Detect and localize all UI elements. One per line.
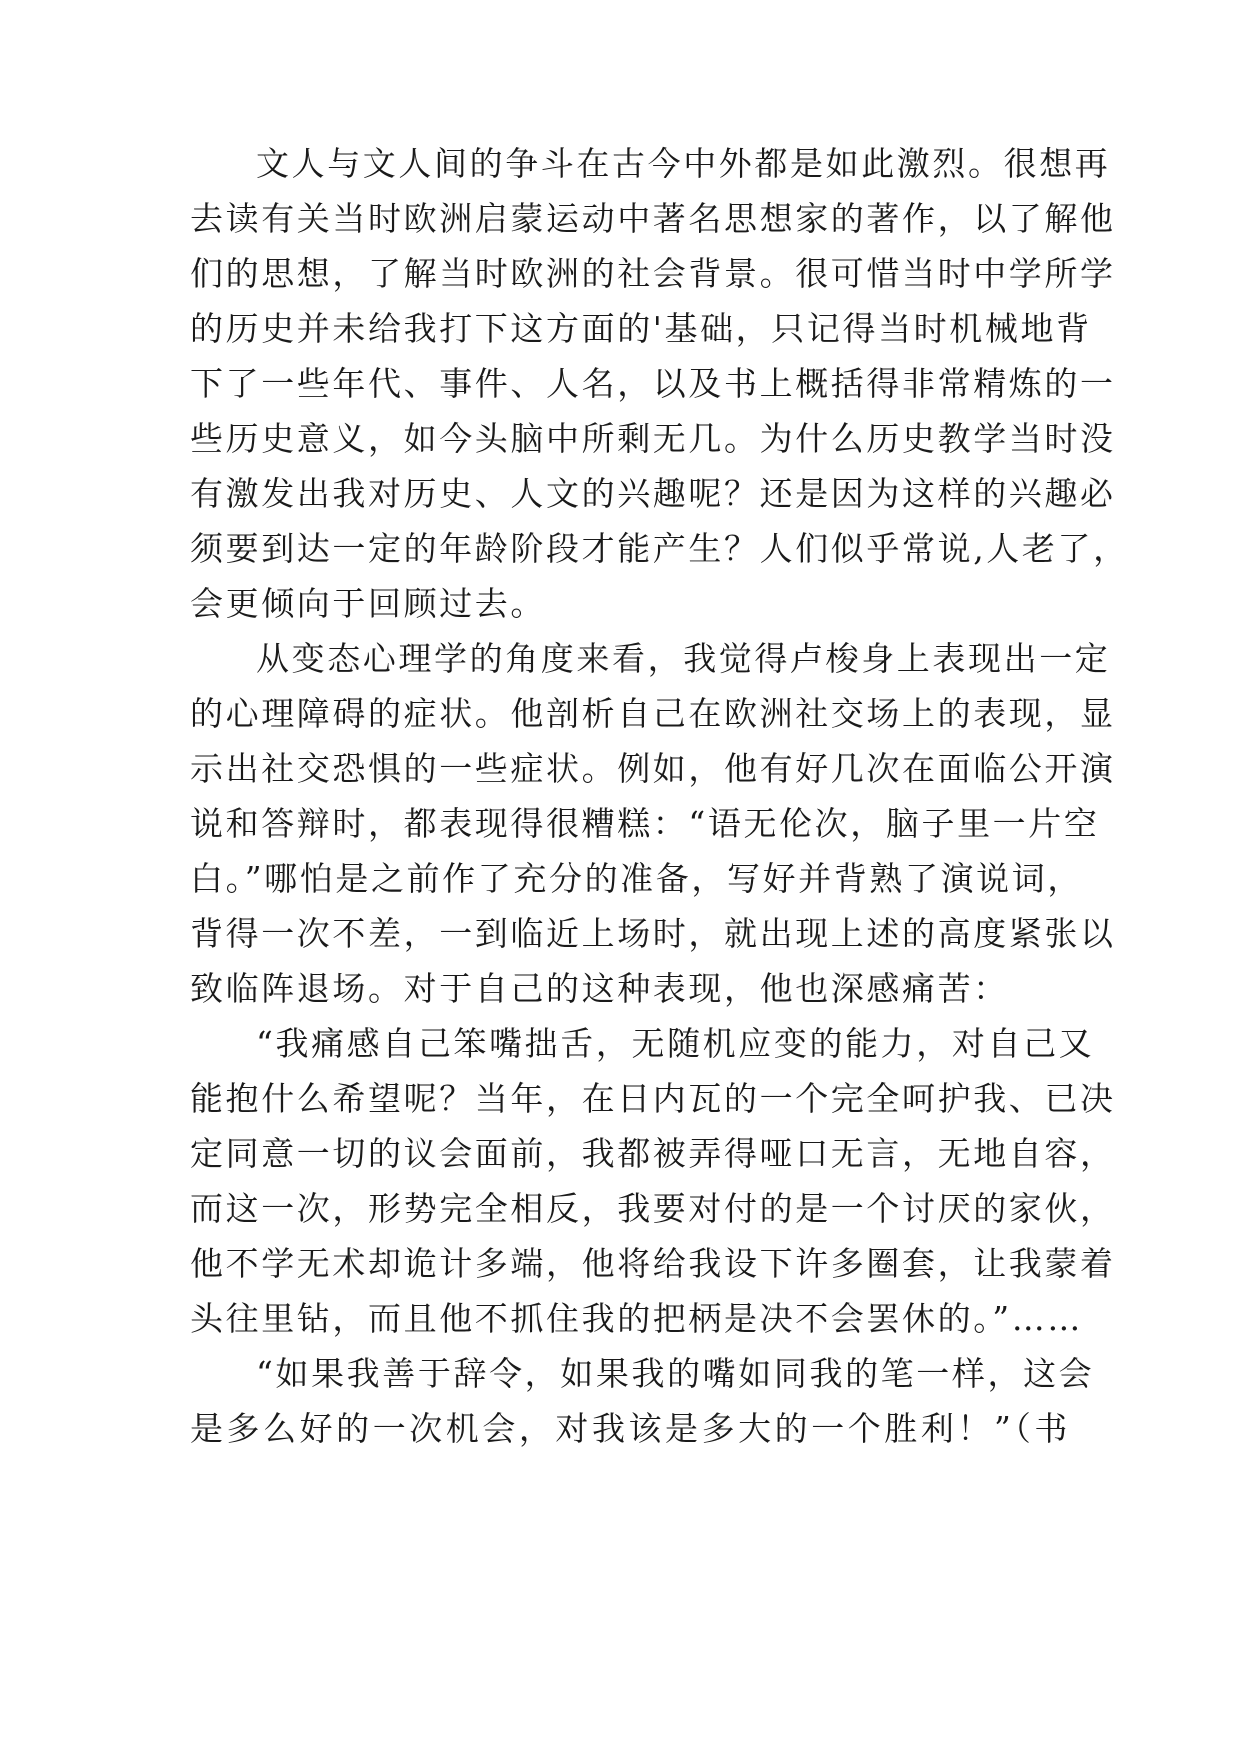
text-line: 头往里钻，而且他不抓住我的把柄是决不会罢休的。”…… [190, 1299, 1083, 1338]
text-line: 从变态心理学的角度来看，我觉得卢梭身上表现出一定 [256, 639, 1111, 678]
text-line: 文人与文人间的争斗在古今中外都是如此激烈。很想再 [256, 144, 1111, 183]
text-line: 们的思想，了解当时欧洲的社会背景。很可惜当时中学所学 [190, 254, 1116, 293]
text-line: “如果我善于辞令，如果我的嘴如同我的笔一样，这会 [256, 1354, 1095, 1393]
text-line: 些历史意义，如今头脑中所剩无几。为什么历史教学当时没 [190, 419, 1116, 458]
text-line: 说和答辩时，都表现得很糟糕：“语无伦次，脑子里一片空 [190, 804, 1100, 843]
text-line: 而这一次，形势完全相反，我要对付的是一个讨厌的家伙， [190, 1189, 1116, 1228]
text-line: “我痛感自己笨嘴拙舌，无随机应变的能力，对自己又 [256, 1024, 1095, 1063]
text-line: 有激发出我对历史、人文的兴趣呢？还是因为这样的兴趣必 [190, 474, 1116, 513]
text-line: 定同意一切的议会面前，我都被弄得哑口无言，无地自容， [190, 1134, 1116, 1173]
text-line: 能抱什么希望呢？当年，在日内瓦的一个完全呵护我、已决 [190, 1079, 1116, 1118]
text-line: 他不学无术却诡计多端，他将给我设下许多圈套，让我蒙着 [190, 1244, 1116, 1283]
text-line: 的心理障碍的症状。他剖析自己在欧洲社交场上的表现，显 [190, 694, 1116, 733]
text-line: 示出社交恐惧的一些症状。例如，他有好几次在面临公开演 [190, 749, 1116, 788]
text-line: 的历史并未给我打下这方面的'基础，只记得当时机械地背 [190, 309, 1092, 348]
text-line: 须要到达一定的年龄阶段才能产生？人们似乎常说,人老了， [190, 529, 1129, 568]
text-line: 背得一次不差，一到临近上场时，就出现上述的高度紧张以 [190, 914, 1116, 953]
text-line: 致临阵退场。对于自己的这种表现，他也深感痛苦： [190, 969, 1009, 1008]
text-line: 是多么好的一次机会，对我该是多大的一个胜利！”（书 [190, 1409, 1070, 1448]
text-line: 白。”哪怕是之前作了充分的准备，写好并背熟了演说词， [190, 859, 1083, 898]
text-line: 去读有关当时欧洲启蒙运动中著名思想家的著作，以了解他 [190, 199, 1116, 238]
text-line: 会更倾向于回顾过去。 [190, 584, 546, 623]
text-line: 下了一些年代、事件、人名，以及书上概括得非常精炼的一 [190, 364, 1116, 403]
